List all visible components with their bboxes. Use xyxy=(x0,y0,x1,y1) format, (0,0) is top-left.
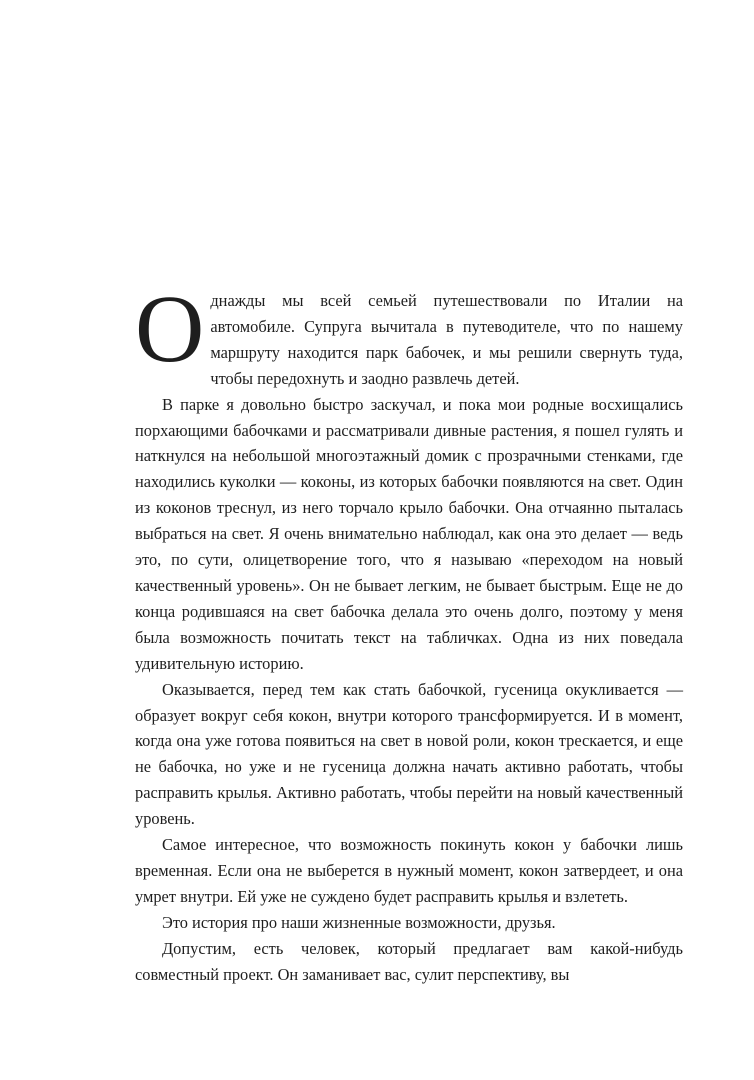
paragraph-opening-text: днажды мы всей семьей путешествовали по Италии на автомобиле. Супруга вычитала в путеводителе, что по нашему маршруту находится парк бабочек, и мы решили свернуть туда, чтобы передохнуть и заодно развлечь детей. xyxy=(210,291,683,388)
paragraph-opening xyxy=(135,275,683,392)
body-text xyxy=(135,275,683,987)
drop-cap: О xyxy=(135,275,205,382)
paragraph: Оказывается, перед тем как стать бабочкой, гусеница окукливается — образует вокруг себя кокон, внутри которого трансформируется. И в момент, когда она уже готова появиться на свет в новой роли, кокон трескается, и еще не бабочка, но уже и не гусеница должна начать активно работать, чтобы расправить крылья. Активно работать, чтобы перейти на новый качественный уровень. xyxy=(135,679,683,829)
paragraph: Самое интересное, что возможность покинуть кокон у бабочки лишь временная. Если она не выберется в нужный момент, кокон затвердеет, и она умрет внутри. Ей уже не суждено будет расправить крылья и взлететь. xyxy=(135,835,683,906)
paragraph: Это история про наши жизненные возможности, друзья. xyxy=(162,912,556,932)
paragraph: В парке я довольно быстро заскучал, и пока мои родные восхищались порхающими бабочками и рассматривали дивные растения, я пошел гулять и наткнулся на небольшой многоэтажный домик с прозрачными стенками, где находились куколки — коконы, из которых бабочки появляются на свет. Один из коконов треснул, из него торчало крыло бабочки. Она отчаянно пыталась выбраться на свет. Я очень внимательно наблюдал, как она это делает — ведь это, по сути, олицетворение того, что я называю «переходом на новый качественный уровень». Он не бывает легким, не бывает быстрым. Еще не до конца родившаяся на свет бабочка делала это очень долго, поэтому у меня была возможность почитать текст на табличках. Одна из них поведала удивительную историю. xyxy=(135,394,683,673)
paragraph: Допустим, есть человек, который предлагает вам какой-нибудь совместный проект. Он заманивает вас, сулит перспективу, вы xyxy=(135,938,683,984)
